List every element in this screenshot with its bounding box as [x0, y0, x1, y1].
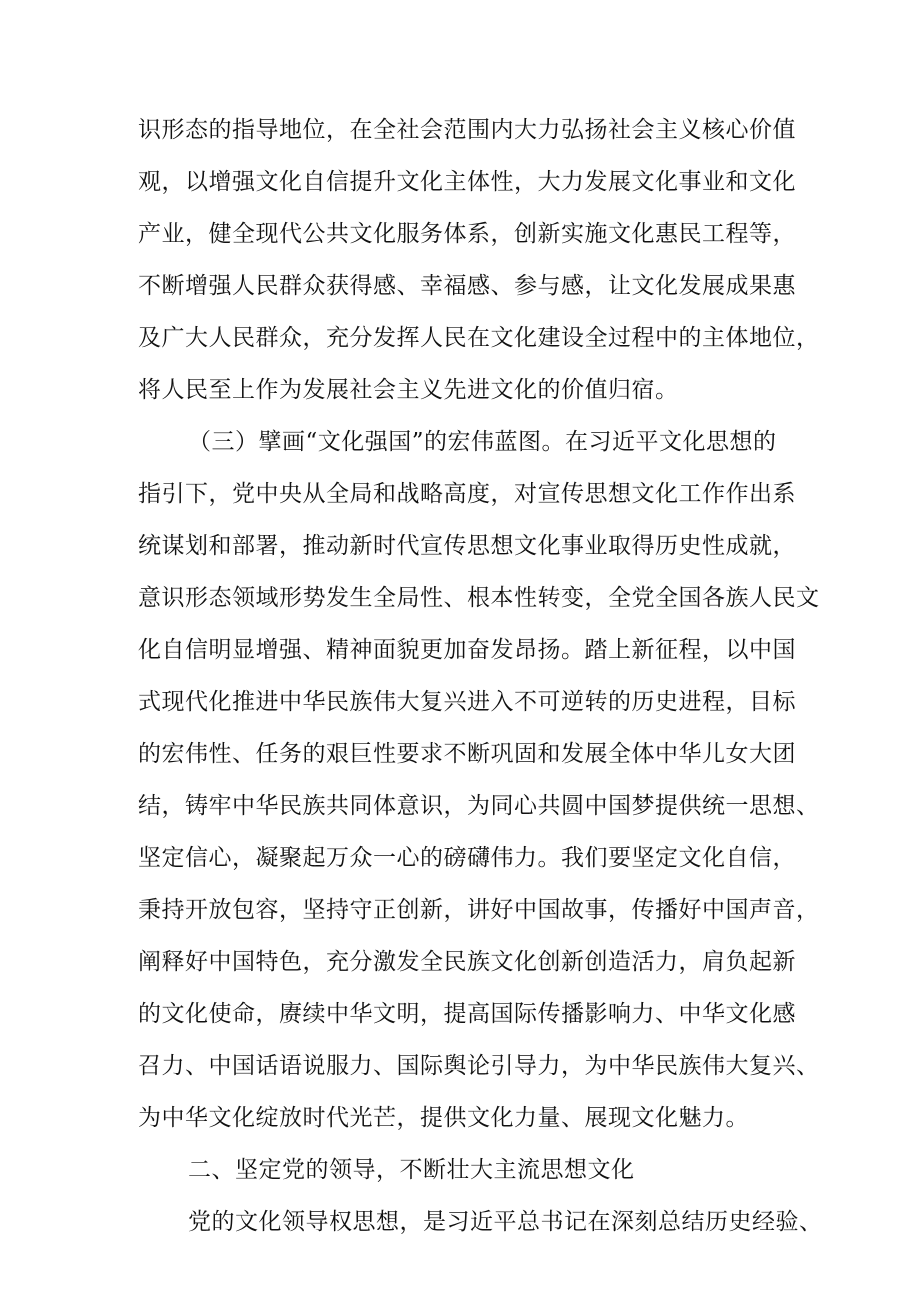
paragraph-line: 将人民至上作为发展社会主义先进文化的价值归宿。 [138, 377, 679, 403]
paragraph-line: 指引下，党中央从全局和战略高度，对宣传思想文化工作作出系 [138, 481, 796, 507]
paragraph-line: 及广大人民群众，充分发挥人民在文化建设全过程中的主体地位， [138, 325, 820, 351]
paragraph-line: 坚定信心，凝聚起万众一心的磅礴伟力。我们要坚定文化自信， [138, 845, 796, 871]
paragraph-line: 不断增强人民群众获得感、幸福感、参与感，让文化发展成果惠 [138, 273, 796, 299]
paragraph-line: 统谋划和部署，推动新时代宣传思想文化事业取得历史性成就， [138, 533, 796, 559]
paragraph-line: 式现代化推进中华民族伟大复兴进入不可逆转的历史进程，目标 [138, 689, 796, 715]
paragraph-line: 的宏伟性、任务的艰巨性要求不断巩固和发展全体中华儿女大团 [138, 741, 796, 767]
paragraph-line: 秉持开放包容，坚持守正创新，讲好中国故事，传播好中国声音， [138, 897, 820, 923]
paragraph-line: 党的文化领导权思想，是习近平总书记在深刻总结历史经验、 [188, 1209, 823, 1235]
paragraph-line: 观，以增强文化自信提升文化主体性，大力发展文化事业和文化 [138, 169, 796, 195]
paragraph-line: 阐释好中国特色，充分激发全民族文化创新创造活力，肩负起新 [138, 949, 796, 975]
paragraph-line: 化自信明显增强、精神面貌更加奋发昂扬。踏上新征程，以中国 [138, 637, 796, 663]
paragraph-line: 召力、中国话语说服力、国际舆论引导力，为中华民族伟大复兴、 [138, 1053, 820, 1079]
paragraph-line: 的文化使命，赓续中华文明，提高国际传播影响力、中华文化感 [138, 1001, 796, 1027]
section-heading-line: （三）擘画“文化强国”的宏伟蓝图。在习近平文化思想的 [188, 429, 777, 455]
paragraph-line: 识形态的指导地位，在全社会范围内大力弘扬社会主义核心价值 [138, 117, 796, 143]
paragraph-line: 意识形态领域形势发生全局性、根本性转变，全党全国各族人民文 [138, 585, 820, 611]
paragraph-line: 为中华文化绽放时代光芒，提供文化力量、展现文化魅力。 [138, 1105, 749, 1131]
paragraph-line: 结，铸牢中华民族共同体意识，为同心共圆中国梦提供统一思想、 [138, 793, 820, 819]
paragraph-line: 产业，健全现代公共文化服务体系，创新实施文化惠民工程等， [138, 221, 796, 247]
section-heading: 二、坚定党的领导，不断壮大主流思想文化 [188, 1157, 635, 1183]
